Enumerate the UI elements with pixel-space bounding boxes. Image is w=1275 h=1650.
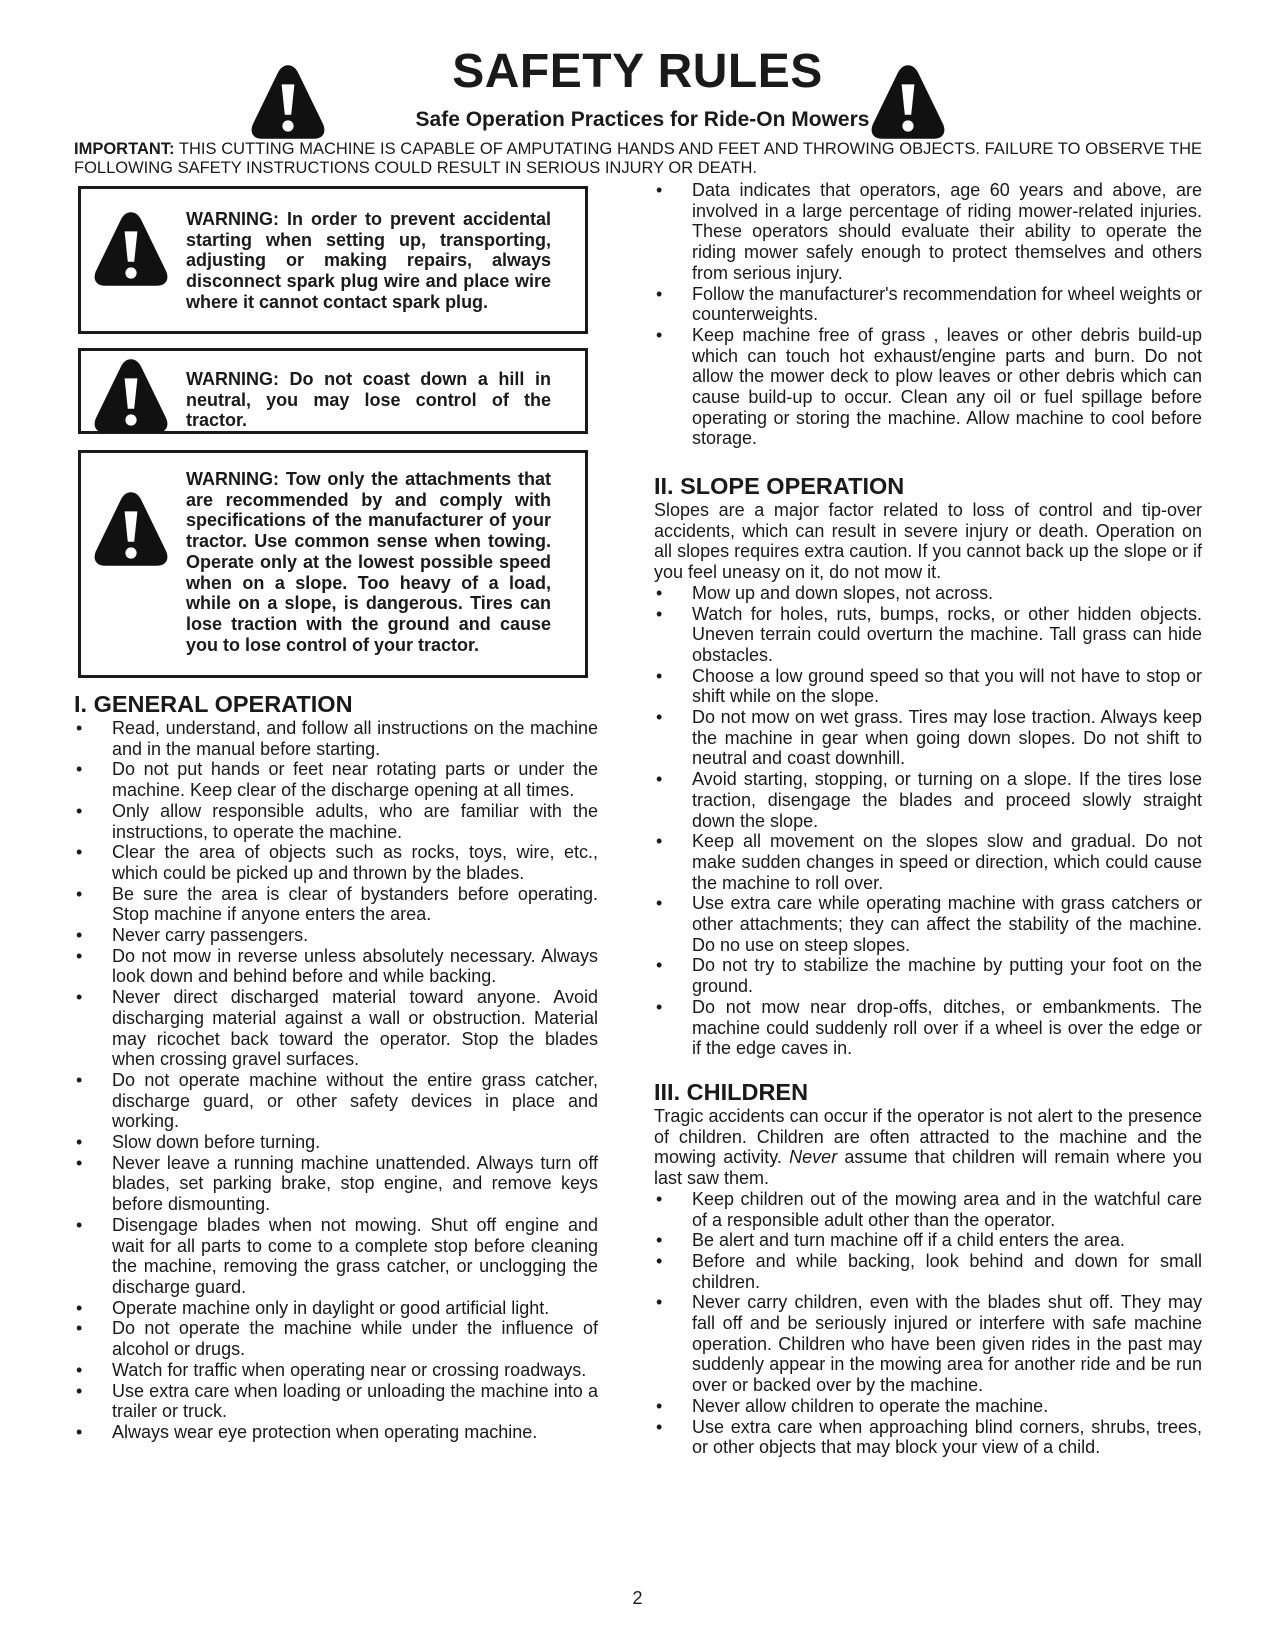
- section-slope-operation: [654, 472, 1202, 1059]
- list-item: • Use extra care while operating machine with grass catchers or other attachments; they can affect the stability of the machine. Do no use on steep slopes.: [654, 893, 1202, 955]
- general-continued: [654, 180, 1202, 449]
- children-list: [654, 1189, 1202, 1458]
- page-number: 2: [632, 1588, 643, 1608]
- warning-box-towing: [78, 450, 588, 678]
- section-children: [654, 1078, 1202, 1458]
- warning-text: WARNING: In order to prevent accidental starting when setting up, transporting, adjusting or making repairs, always disconnect spark plug wire and place wire where it cannot contact spark plug.: [186, 209, 551, 312]
- warning-triangle-icon: [91, 209, 171, 289]
- list-item: • Only allow responsible adults, who are familiar with the instructions, to operate the machine.: [74, 801, 598, 842]
- list-item: • Clear the area of objects such as rocks, toys, wire, etc., which could be picked up and thrown by the blades.: [74, 842, 598, 883]
- section-heading: III. CHILDREN: [654, 1079, 809, 1105]
- list-item: • Be alert and turn machine off if a child enters the area.: [654, 1230, 1202, 1251]
- list-item: • Watch for holes, ruts, bumps, rocks, or other hidden objects. Uneven terrain could overturn the machine. Tall grass can hide obstacles.: [654, 604, 1202, 666]
- warning-triangle-icon: [91, 356, 171, 436]
- general-list: [74, 718, 598, 1443]
- list-item: • Slow down before turning.: [74, 1132, 598, 1153]
- warning-triangle-icon: [91, 489, 171, 569]
- warning-box-spark-plug: [78, 186, 588, 334]
- list-item: • Do not mow near drop-offs, ditches, or embankments. The machine could suddenly roll over if a wheel is over the edge or if the edge caves in.: [654, 997, 1202, 1059]
- list-item: • Follow the manufacturer's recommendation for wheel weights or counterweights.: [654, 284, 1202, 325]
- list-item: • Never leave a running machine unattended. Always turn off blades, set parking brake, stop engine, and remove keys before dismounting.: [74, 1153, 598, 1215]
- intro-text: assume that children will remain where you last saw them.: [654, 1147, 1202, 1189]
- intro-text: Tragic accidents can occur if the operator is not alert to the presence of children. Children are often attracted to the machine and the mowing activity.: [654, 1106, 1202, 1168]
- list-item: • Do not mow on wet grass. Tires may lose traction. Always keep the machine in gear when going down slopes. Do not shift to neutral and coast downhill.: [654, 707, 1202, 769]
- list-item: • Never carry passengers.: [74, 925, 598, 946]
- warning-text: WARNING: Tow only the attachments that are recommended by and comply with specifications of the manufacturer of your tractor. Use common sense when towing. Operate only at the lowest possible speed when on a slope. Too heavy of a load, while on a slope, is dangerous. Tires can lose traction with the ground and cause you to lose control of your tractor.: [186, 469, 551, 655]
- list-item: • Data indicates that operators, age 60 years and above, are involved in a large percentage of riding mower-related injuries. These operators should evaluate their ability to operate the riding mower safely enough to protect themselves and others from serious injury.: [654, 180, 1202, 284]
- list-item: • Never direct discharged material toward anyone. Avoid discharging material against a wall or obstruction. Material may ricochet back toward the operator. Stop the blades when crossing gravel surfaces.: [74, 987, 598, 1070]
- list-item: • Do not try to stabilize the machine by putting your foot on the ground.: [654, 955, 1202, 996]
- list-item: • Keep all movement on the slopes slow and gradual. Do not make sudden changes in speed or direction, which could cause the machine to roll over.: [654, 831, 1202, 893]
- list-item: • Operate machine only in daylight or good artificial light.: [74, 1298, 598, 1319]
- general-continued-list: [654, 180, 1202, 449]
- list-item: • Always wear eye protection when operating machine.: [74, 1422, 598, 1443]
- warning-text: WARNING: Do not coast down a hill in neutral, you may lose control of the tractor.: [186, 369, 551, 431]
- important-notice: [74, 140, 1202, 178]
- intro-emphasis: Never: [789, 1147, 838, 1168]
- list-item: • Read, understand, and follow all instructions on the machine and in the manual before starting.: [74, 718, 598, 759]
- warning-box-coast-hill: [78, 348, 588, 434]
- list-item: • Do not operate machine without the entire grass catcher, discharge guard, or other safety devices in place and working.: [74, 1070, 598, 1132]
- list-item: • Disengage blades when not mowing. Shut off engine and wait for all parts to come to a complete stop before cleaning the machine, removing the grass catcher, or unclogging the discharge guard.: [74, 1215, 598, 1298]
- section-general-operation: [74, 690, 598, 1443]
- important-label: IMPORTANT:: [74, 140, 175, 158]
- list-item: • Keep children out of the mowing area and in the watchful care of a responsible adult other than the operator.: [654, 1189, 1202, 1230]
- page-subtitle: Safe Operation Practices for Ride-On Mowers: [415, 108, 870, 131]
- section-heading: I. GENERAL OPERATION: [74, 691, 353, 717]
- list-item: • Keep machine free of grass , leaves or other debris build-up which can touch hot exhaust/engine parts and burn. Do not allow the mower deck to plow leaves or other debris which can cause build-up to occur. Clean any oil or fuel spillage before operating or storing the machine. Allow machine to cool before storage.: [654, 325, 1202, 449]
- list-item: • Avoid starting, stopping, or turning on a slope. If the tires lose traction, disengage the blades and proceed slowly straight down the slope.: [654, 769, 1202, 831]
- list-item: • Use extra care when loading or unloading the machine into a trailer or truck.: [74, 1381, 598, 1422]
- list-item: • Never allow children to operate the machine.: [654, 1396, 1202, 1417]
- list-item: • Do not operate the machine while under the influence of alcohol or drugs.: [74, 1318, 598, 1359]
- list-item: • Mow up and down slopes, not across.: [654, 583, 1202, 604]
- list-item: • Be sure the area is clear of bystanders before operating. Stop machine if anyone enters the area.: [74, 884, 598, 925]
- list-item: • Before and while backing, look behind and down for small children.: [654, 1251, 1202, 1292]
- list-item: • Watch for traffic when operating near or crossing roadways.: [74, 1360, 598, 1381]
- section-heading: II. SLOPE OPERATION: [654, 473, 905, 499]
- slope-list: [654, 583, 1202, 1059]
- important-text: THIS CUTTING MACHINE IS CAPABLE OF AMPUTATING HANDS AND FEET AND THROWING OBJECTS. FAILURE TO OBSERVE THE FOLLOWING SAFETY INSTRUCTIONS COULD RESULT IN SERIOUS INJURY OR DEATH.: [74, 140, 1202, 177]
- list-item: • Do not put hands or feet near rotating parts or under the machine. Keep clear of the discharge opening at all times.: [74, 759, 598, 800]
- list-item: • Do not mow in reverse unless absolutely necessary. Always look down and behind before and while backing.: [74, 946, 598, 987]
- list-item: • Never carry children, even with the blades shut off. They may fall off and be seriously injured or interfere with safe machine operation. Children who have been given rides in the past may suddenly appear in the mowing area for another ride and be run over or backed over by the machine.: [654, 1292, 1202, 1396]
- section-intro: [654, 1106, 1202, 1189]
- warning-triangle-icon: [868, 62, 948, 142]
- list-item: • Choose a low ground speed so that you will not have to stop or shift while on the slope.: [654, 666, 1202, 707]
- section-intro: Slopes are a major factor related to loss of control and tip-over accidents, which can result in severe injury or death. Operation on all slopes requires extra caution. If you cannot back up the slope or if you feel uneasy on it, do not mow it.: [654, 500, 1202, 583]
- page-title: SAFETY RULES: [452, 45, 823, 98]
- list-item: • Use extra care when approaching blind corners, shrubs, trees, or other objects that may block your view of a child.: [654, 1417, 1202, 1458]
